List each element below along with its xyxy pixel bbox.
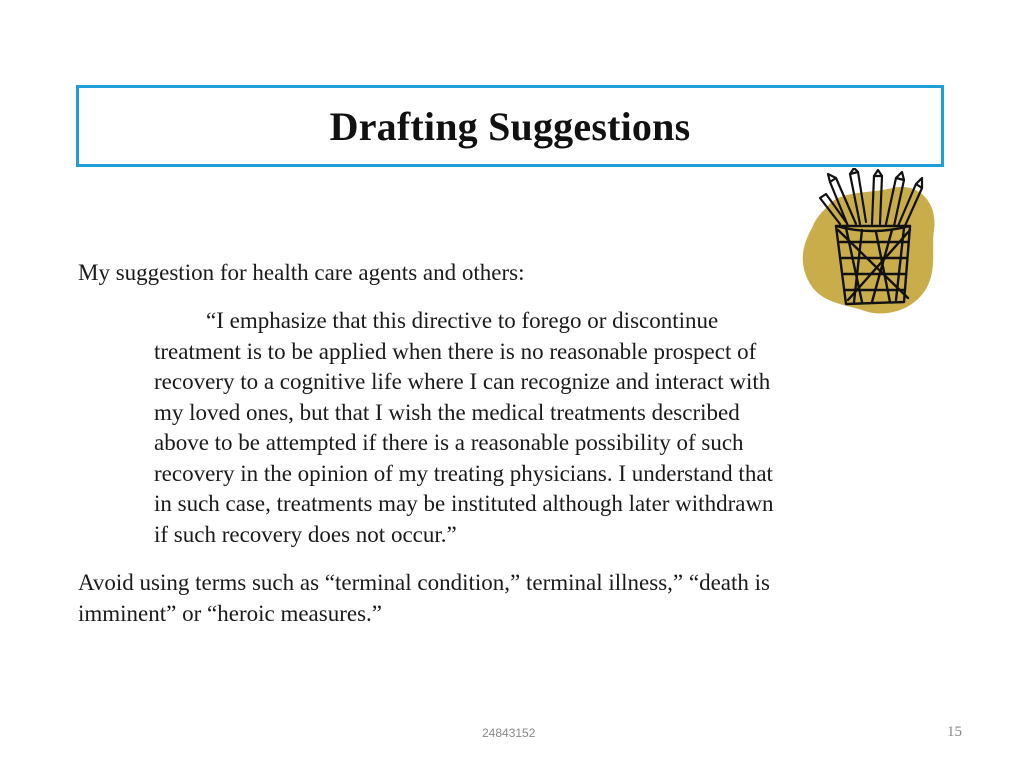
- quote-line: recovery in the opinion of my treating physicians. I understand that: [154, 460, 773, 486]
- avoid-line: imminent” or “heroic measures.”: [78, 600, 382, 626]
- footer-document-id: 24843152: [482, 726, 536, 740]
- intro-paragraph: My suggestion for health care agents and others:: [78, 260, 525, 285]
- quote-line: treatment is to be applied when there is no reasonable prospect of: [154, 338, 757, 364]
- quote-line: in such case, treatments may be instituted although later withdrawn: [154, 491, 774, 516]
- pencil-cup-icon: [800, 168, 940, 318]
- avoid-terms-paragraph: [78, 568, 958, 629]
- quote-line: my loved ones, but that I wish the medical treatments described: [154, 399, 740, 425]
- quote-paragraph: [154, 306, 944, 550]
- quote-line: recovery to a cognitive life where I can recognize and interact with: [154, 369, 771, 394]
- quote-line: “I emphasize that this directive to forego or discontinue: [206, 308, 719, 333]
- title-box: [76, 85, 944, 167]
- page-number: 15: [947, 724, 962, 740]
- avoid-line: Avoid using terms such as “terminal condition,” terminal illness,” “death is: [78, 570, 770, 595]
- quote-line: above to be attempted if there is a reasonable possibility of such: [154, 430, 744, 455]
- quote-line: if such recovery does not occur.”: [154, 521, 457, 547]
- slide-title: Drafting Suggestions: [329, 103, 691, 149]
